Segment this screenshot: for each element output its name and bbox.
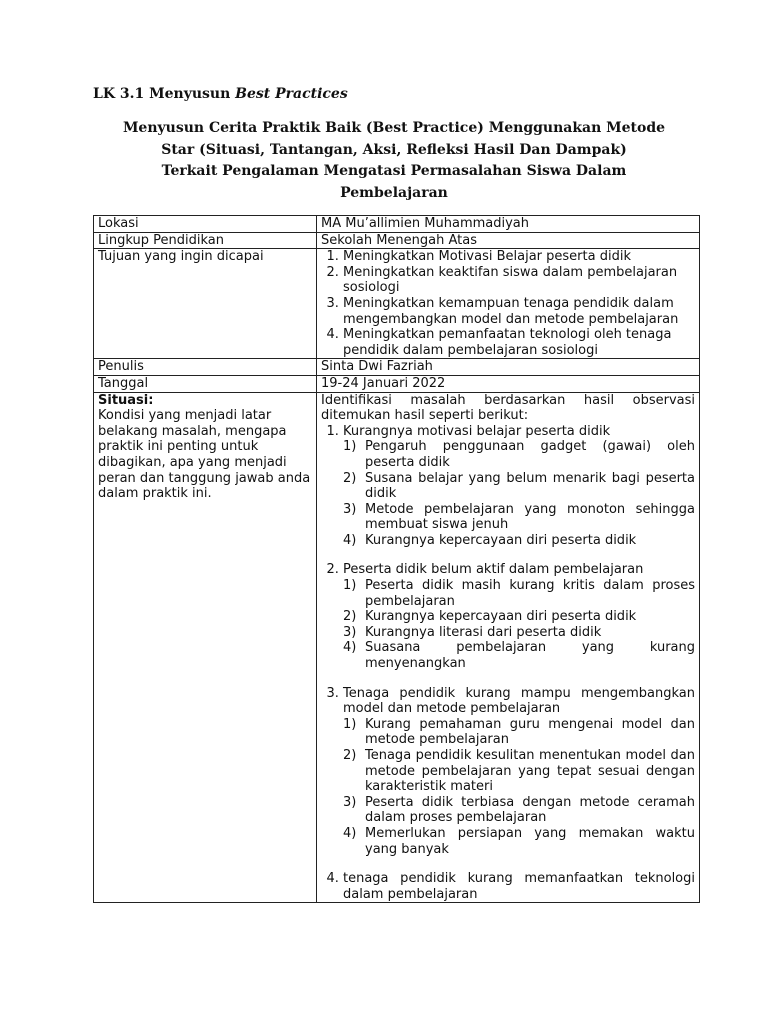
table-row — [94, 375, 700, 392]
problem-title: 2. Peserta didik belum aktif dalam pembelajaran — [343, 562, 644, 578]
list-item: Tenaga pendidik kesulitan menentukan model dan metode pembelajaran yang tepat sesuai dengan karakteristik materi — [365, 748, 695, 795]
problem-title: 1. Kurangnya motivasi belajar peserta didik — [343, 423, 611, 439]
list-item: Peserta didik masih kurang kritis dalam proses pembelajaran — [365, 578, 695, 609]
table-row — [94, 359, 700, 376]
lingkup-label: Lingkup Pendidikan — [94, 232, 317, 249]
title-line-3: Terkait Pengalaman Mengatasi Permasalahan Siswa Dalam — [161, 163, 627, 179]
worksheet-heading-prefix: LK 3.1 Menyusun — [93, 86, 236, 102]
list-item: Peserta didik terbiasa dengan metode ceramah dalam proses pembelajaran — [365, 794, 695, 826]
list-item: Kurangnya kepercayaan diri peserta didik — [365, 532, 637, 548]
problem-item — [343, 686, 695, 858]
problem-title: 3. Tenaga pendidik kurang mampu mengembangkan model dan metode pembelajaran — [343, 685, 695, 717]
problem-item — [343, 562, 695, 671]
penulis-value: Sinta Dwi Fazriah — [317, 359, 700, 376]
list-item: 3. Meningkatkan kemampuan tenaga pendidik dalam mengembangkan model dan metode pembelajaran — [343, 296, 695, 327]
worksheet-heading-italic: Best Practices — [235, 86, 348, 102]
tujuan-value — [317, 249, 700, 359]
title-line-4: Pembelajaran — [340, 184, 448, 201]
list-item: Kurangnya kepercayaan diri peserta didik — [365, 609, 637, 625]
worksheet-heading — [93, 86, 348, 102]
lokasi-label: Lokasi — [94, 216, 317, 233]
table-row — [94, 392, 700, 903]
document-title — [93, 118, 695, 204]
tanggal-label: Tanggal — [94, 375, 317, 392]
list-item: Metode pembelajaran yang monoton sehingga membuat siswa jenuh — [365, 501, 695, 533]
problem-list — [321, 424, 695, 903]
list-item: 4. Meningkatkan pemanfaatan teknologi oleh tenaga pendidik dalam pembelajaran sosiologi — [343, 327, 695, 358]
problem-sublist — [343, 578, 695, 672]
situasi-label: Situasi: — [98, 392, 154, 408]
list-item: Susana belajar yang belum menarik bagi peserta didik — [365, 470, 695, 502]
situasi-intro: Identifikasi masalah berdasarkan hasil observasi ditemukan hasil seperti berikut: — [321, 392, 695, 424]
tujuan-list — [321, 249, 695, 358]
problem-item — [343, 871, 695, 902]
list-item: 1. Meningkatkan Motivasi Belajar peserta didik — [343, 249, 695, 265]
situasi-value — [317, 392, 700, 903]
problem-title: 4. tenaga pendidik kurang memanfaatkan teknologi dalam pembelajaran — [343, 871, 695, 902]
best-practice-table — [93, 215, 700, 903]
table-row — [94, 249, 700, 359]
situasi-description: Kondisi yang menjadi latar belakang masalah, mengapa praktik ini penting untuk dibagikan, apa yang menjadi peran dan tanggung jawab anda dalam praktik ini. — [98, 408, 311, 502]
table-row — [94, 232, 700, 249]
list-item: 2. Meningkatkan keaktifan siswa dalam pembelajaran sosiologi — [343, 265, 695, 296]
list-item: Memerlukan persiapan yang memakan waktu yang banyak — [365, 825, 695, 857]
list-item: Kurangnya literasi dari peserta didik — [365, 624, 602, 640]
list-item: Suasana pembelajaran yang kurang menyenangkan — [365, 640, 695, 672]
list-item: Kurang pemahaman guru mengenai model dan metode pembelajaran — [365, 716, 695, 748]
title-line-2: Star (Situasi, Tantangan, Aksi, Refleksi Hasil Dan Dampak) — [161, 141, 627, 158]
list-item: Pengaruh penggunaan gadget (gawai) oleh peserta didik — [365, 439, 695, 470]
title-line-1: Menyusun Cerita Praktik Baik (Best Practice) Menggunakan Metode — [122, 120, 666, 136]
problem-sublist — [343, 717, 695, 857]
lokasi-value: MA Mu’allimien Muhammadiyah — [317, 216, 700, 233]
problem-sublist — [343, 439, 695, 548]
tanggal-value: 19-24 Januari 2022 — [317, 375, 700, 392]
table-row — [94, 216, 700, 233]
tujuan-label: Tujuan yang ingin dicapai — [94, 249, 317, 359]
situasi-cell — [94, 392, 317, 903]
penulis-label: Penulis — [94, 359, 317, 376]
lingkup-value: Sekolah Menengah Atas — [317, 232, 700, 249]
problem-item — [343, 424, 695, 549]
